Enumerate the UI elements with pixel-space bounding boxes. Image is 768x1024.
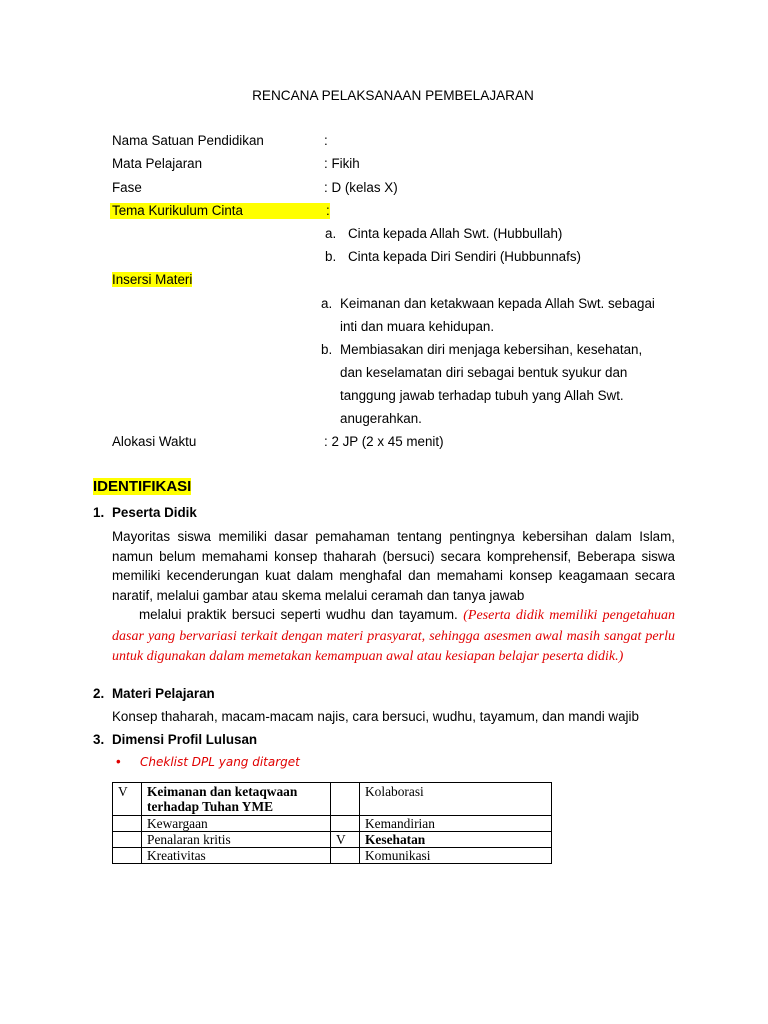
label-alokasi: Alokasi Waktu (112, 434, 197, 449)
dpl-label: Komunikasi (360, 848, 552, 864)
check-cell (331, 848, 360, 864)
label-mata-pelajaran: Mata Pelajaran (112, 156, 203, 171)
dpl-label: Kesehatan (360, 832, 552, 848)
dimensi-number: 3. (93, 732, 105, 747)
dpl-label: Kreativitas (142, 848, 331, 864)
peserta-text: Mayoritas siswa memiliki dasar pemahaman tentang pentingnya kebersihan dalam Islam, namun belum memahami konsep thaharah (bersuci) secara komprehensif, Beberapa siswa memiliki kecenderungan kuat dalam menghafal dan memahami konsep keagamaan secara naratif, melalui gambar atau skema melalui ceramah dan tanya jawab (112, 529, 675, 603)
insersi-item-b-marker: b. (321, 342, 333, 357)
insersi-item-a-line1: Keimanan dan ketakwaan kepada Allah Swt. sebagai (340, 296, 655, 311)
insersi-item-b-line1: Membiasakan diri menjaga kebersihan, kesehatan, (340, 342, 643, 357)
table-row (113, 816, 552, 832)
table-row (113, 783, 552, 816)
dimensi-title: Dimensi Profil Lulusan (112, 732, 258, 747)
check-cell (331, 816, 360, 832)
tema-item-b: Cinta kepada Diri Sendiri (Hubbunnafs) (348, 249, 581, 264)
label-insersi: Insersi Materi (112, 272, 193, 287)
peserta-text-2: melalui praktik bersuci seperti wudhu dan tayamum. (139, 607, 458, 622)
bullet-icon: • (116, 754, 121, 769)
check-cell (113, 816, 142, 832)
label-fase: Fase (112, 180, 142, 195)
insersi-item-b-line2: dan keselamatan diri sebagai bentuk syukur dan (340, 365, 628, 380)
dpl-label: Keimanan dan ketaqwaan terhadap Tuhan YME (142, 783, 331, 816)
peserta-title: Peserta Didik (112, 505, 197, 520)
dpl-label: Kemandirian (360, 816, 552, 832)
dpl-label: Kolaborasi (360, 783, 552, 816)
tema-item-a: Cinta kepada Allah Swt. (Hubbullah) (348, 226, 563, 241)
check-cell (113, 832, 142, 848)
table-row (113, 832, 552, 848)
label-tema: Tema Kurikulum Cinta (112, 203, 243, 218)
table-row (113, 848, 552, 864)
insersi-item-b-line4: anugerahkan. (340, 411, 422, 426)
insersi-item-a-line2: inti dan muara kehidupan. (340, 319, 495, 334)
materi-number: 2. (93, 686, 105, 701)
value-alokasi: : 2 JP (2 x 45 menit) (324, 434, 444, 449)
tema-item-b-marker: b. (325, 249, 337, 264)
materi-title: Materi Pelajaran (112, 686, 215, 701)
value-mata-pelajaran: : Fikih (324, 156, 360, 171)
value-fase: : D (kelas X) (324, 180, 398, 195)
label-nama-satuan: Nama Satuan Pendidikan (112, 133, 264, 148)
peserta-note: (Peserta didik memiliki pengetahuan dasar yang bervariasi terkait dengan materi prasyarat, sehingga asesmen awal masih sangat perlu untuk digunakan dalam memetakan kemampuan awal atau kesiapan belajar peserta didik.) (112, 608, 675, 664)
insersi-item-b-line3: tanggung jawab terhadap tubuh yang Allah Swt. (340, 388, 624, 403)
check-cell: V (331, 832, 360, 848)
peserta-number: 1. (93, 505, 105, 520)
check-cell: V (113, 783, 142, 816)
document-title: RENCANA PELAKSANAAN PEMBELAJARAN (252, 88, 534, 103)
check-cell (331, 783, 360, 816)
checklist-caption: Cheklist DPL yang ditarget (140, 755, 300, 769)
insersi-item-a-marker: a. (321, 296, 333, 311)
check-cell (113, 848, 142, 864)
value-tema: : (326, 203, 330, 218)
dpl-label: Kewargaan (142, 816, 331, 832)
tema-item-a-marker: a. (325, 226, 337, 241)
peserta-paragraph (112, 527, 675, 667)
materi-text: Konsep thaharah, macam-macam najis, cara bersuci, wudhu, tayamum, dan mandi wajib (112, 709, 639, 724)
identifikasi-heading: IDENTIFIKASI (93, 478, 192, 495)
dpl-label: Penalaran kritis (142, 832, 331, 848)
dpl-table (112, 782, 552, 864)
value-nama-satuan: : (324, 133, 328, 148)
